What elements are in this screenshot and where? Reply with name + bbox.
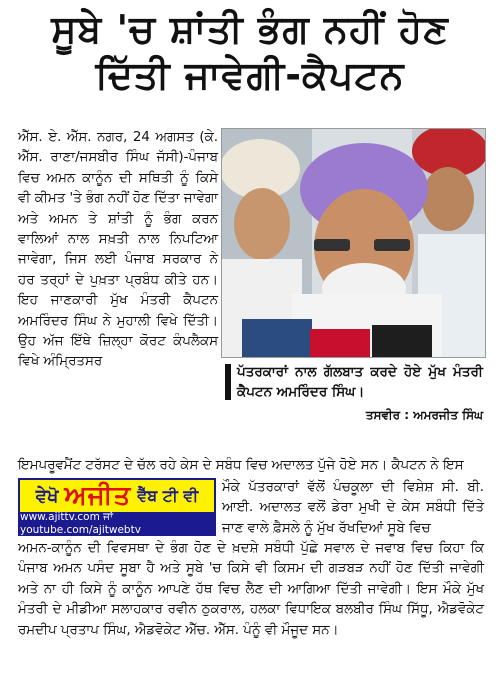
promo-banner [20,480,214,512]
article-left-column [18,128,218,373]
headline-line-2: ਦਿੱਤੀ ਜਾਵੇਗੀ-ਕੈਪਟਨ [95,53,405,97]
article-right-of-promo: ਮੌਕੇ ਪੱਤਰਕਾਰਾਂ ਵੱਲੋਂ ਪੰਚਕੂਲਾ ਦੀ ਵਿਸ਼ੇਸ਼ ਸੀ. ਬੀ. ਆਈ. ਅਦਾਲਤ ਵਲੋਂ ਡੇਰਾ ਮੁਖੀ ਦੇ ਕੇਸ ਸਬੰਧੀ ਦਿੱਤੇ ਜਾਣ ਵਾਲੇ ਫ਼ੈਸਲੇ ਨੂੰ ਮੁੱਖ ਰੱਖਦਿਆਂ ਸੂਬੇ ਵਿਚ [222,480,484,536]
article-full-width-line: ਇਮਪਰੂਵਮੈਂਟ ਟਰੱਸਟ ਦੇ ਚੱਲ ਰਹੇ ਕੇਸ ਦੇ ਸਬੰਧ ਵਿਚ ਅਦਾਲਤ ਪੁੱਜੇ ਹੋਏ ਸਨ। ਕੈਪਟਨ ਨੇ ਇਸ [18,458,464,473]
promo-vekho: ਵੇਖੋ [35,485,59,507]
photo-credit: ਤਸਵੀਰ : ਅਮਰਜੀਤ ਸਿੰਘ [365,408,483,422]
promo-brand: ਅਜੀਤ [64,480,132,511]
article-paragraph-1: ਐੱਸ. ਏ. ਐੱਸ. ਨਗਰ, 24 ਅਗਸਤ (ਕੇ. ਐੱਸ. ਰਾਣਾ/ਜਸਬੀਰ ਸਿੰਘ ਜੱਸੀ)-ਪੰਜਾਬ ਵਿਚ ਅਮਨ ਕਾਨੂੰਨ ਦੀ ਸਥਿਤੀ ਨੂੰ ਕਿਸੇ ਵੀ ਕੀਮਤ 'ਤੇ ਭੰਗ ਨਹੀਂ ਹੋਣ ਦਿੱਤਾ ਜਾਵੇਗਾ ਅਤੇ ਅਮਨ ਤੇ ਸ਼ਾਂਤੀ ਨੂੰ ਭੰਗ ਕਰਨ ਵਾਲਿਆਂ ਨਾਲ ਸਖ਼ਤੀ ਨਾਲ ਨਿਪਟਿਆ ਜਾਵੇਗਾ, ਜਿਸ ਲਈ ਪੰਜਾਬ ਸਰਕਾਰ ਨੇ ਹਰ ਤਰ੍ਹਾਂ ਦੇ ਪੁਖ਼ਤਾ ਪ੍ਰਬੰਧ ਕੀਤੇ ਹਨ। ਇਹ ਜਾਣਕਾਰੀ ਮੁੱਖ ਮੰਤਰੀ ਕੈਪਟਨ ਅਮਰਿੰਦਰ ਸਿੰਘ ਨੇ ਮੁਹਾਲੀ ਵਿਖੇ ਦਿੱਤੀ। ਉਹ ਅੱਜ ਇੱਥੇ ਜ਼ਿਲ੍ਹਾ ਕੋਰਟ ਕੰਪਲੈਕਸ ਵਿਖੇ ਅੰਮ੍ਰਿਤਸਰ [18,130,218,370]
article-closing-paragraph: ਅਮਨ-ਕਾਨੂੰਨ ਦੀ ਵਿਵਸਥਾ ਦੇ ਭੰਗ ਹੋਣ ਦੇ ਖ਼ਦਸ਼ੇ ਸਬੰਧੀ ਪੁੱਛੇ ਸਵਾਲ ਦੇ ਜਵਾਬ ਵਿਚ ਕਿਹਾ ਕਿ ਪੰਜਾਬ ਅਮਨ ਪਸੰਦ ਸੂਬਾ ਹੈ ਅਤੇ ਸੂਬੇ 'ਚ ਕਿਸੇ ਵੀ ਕਿਸਮ ਦੀ ਗੜਬੜ ਨਹੀਂ ਹੋਣ ਦਿੱਤੀ ਜਾਵੇਗੀ ਅਤੇ ਨਾ ਹੀ ਕਿਸੇ ਨੂੰ ਕਾਨੂੰਨ ਆਪਣੇ ਹੱਥ ਵਿਚ ਲੈਣ ਦੀ ਆਗਿਆ ਦਿੱਤੀ ਜਾਵੇਗੀ। ਇਸ ਮੌਕੇ ਮੁੱਖ ਮੰਤਰੀ ਦੇ ਮੀਡੀਆ ਸਲਾਹਕਾਰ ਰਵੀਨ ਠੁਕਰਾਲ, ਹਲਕਾ ਵਿਧਾਇਕ ਬਲਬੀਰ ਸਿੰਘ ਸਿੱਧੂ, ਐਡਵੋਕੇਟ ਰਮਦੀਪ ਪ੍ਰਤਾਪ ਸਿੰਘ, ਐਡਵੋਕੇਟ ਐੱਚ. ਐੱਸ. ਪੰਨੂੰ ਵੀ ਮੌਜੂਦ ਸਨ। [18,541,484,638]
caption-text: ਪੱਤਰਕਾਰਾਂ ਨਾਲ ਗੱਲਬਾਤ ਕਰਦੇ ਹੋਏ ਮੁੱਖ ਮੰਤਰੀ ਕੈਪਟਨ ਅਮਰਿੰਦਰ ਸਿੰਘ। [237,364,483,400]
photo-illustration [222,129,485,357]
headline-line-1: ਸੂਬੇ 'ਚ ਸ਼ਾਂਤੀ ਭੰਗ ਨਹੀਂ ਹੋਣ [51,7,449,51]
headline [16,6,484,98]
news-photo [221,128,486,358]
promo-suffix: ਵੈੱਬ ਟੀ ਵੀ [137,486,199,505]
ajit-web-tv-promo[interactable] [18,478,216,536]
caption-bar [225,364,231,400]
promo-urls[interactable]: www.ajittv.com ਜਾਂ youtube.com/ajitwebtv [20,512,214,534]
photo-caption [225,362,483,425]
